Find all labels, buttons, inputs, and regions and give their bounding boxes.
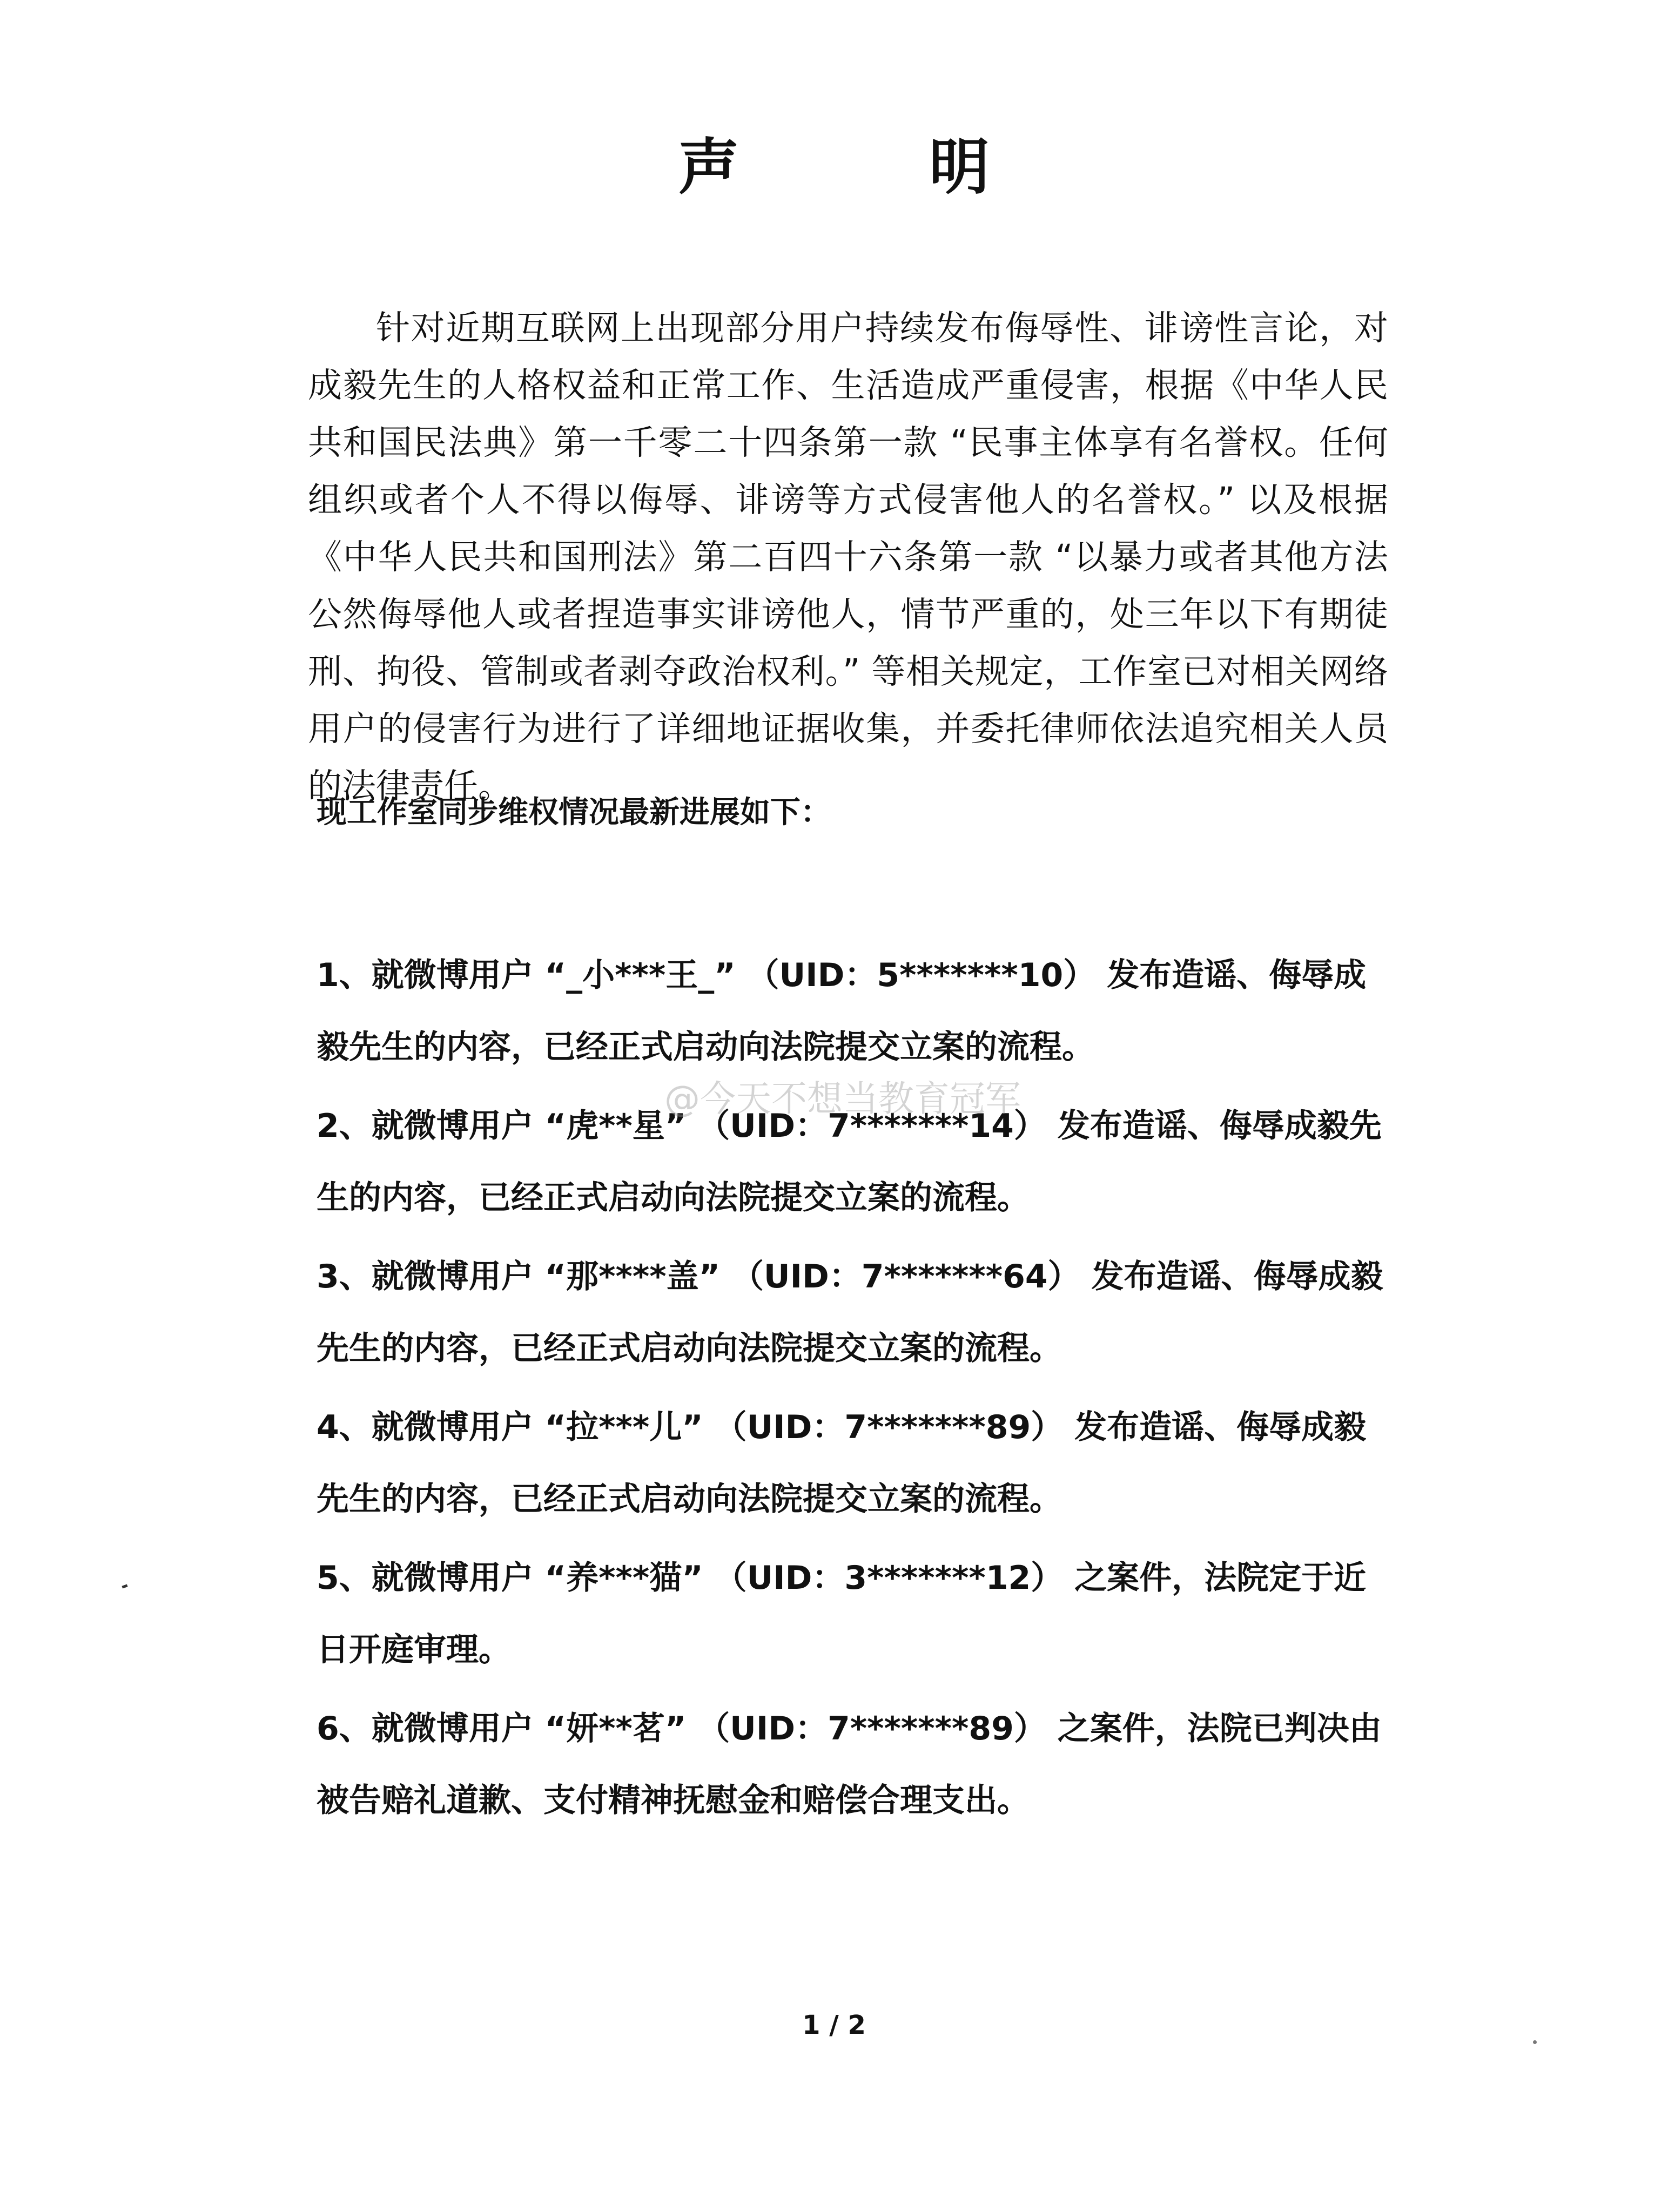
document-title: 声 明 xyxy=(678,132,1054,203)
progress-item-6 xyxy=(317,1693,1389,1837)
progress-list xyxy=(317,940,1389,1844)
scan-speck xyxy=(1533,2040,1537,2044)
progress-item-5 xyxy=(317,1542,1389,1686)
scan-speck xyxy=(122,1584,127,1588)
page-number: 1 / 2 xyxy=(802,2010,866,2040)
progress-item-text: 1、就微博用户 “_小***王_” （UID：5*******10） 发布造谣、侮辱成毅先生的内容，已经正式启动向法院提交立案的流程。 xyxy=(317,956,1367,1066)
watermark-text: @今天不想当教育冠军 xyxy=(664,1078,1021,1120)
intro-paragraph: 针对近期互联网上出现部分用户持续发布侮辱性、诽谤性言论，对成毅先生的人格权益和正常工作、生活造成严重侵害，根据《中华人民共和国民法典》第一千零二十四条第一款 “民事主体享有名誉权。任何组织或者个人不得以侮辱、诽谤等方式侵害他人的名誉权。” 以及根据《中华人民共和国刑法》第二百四十六条第一款 “以暴力或者其他方法公然侮辱他人或者捏造事实诽谤他人，情节严重的，处三年以下有期徒刑、拘役、管制或者剥夺政治权利。” 等相关规定，工作室已对相关网络用户的侵害行为进行了详细地证据收集，并委托律师依法追究相关人员的法律责任。 xyxy=(308,308,1388,806)
progress-item-text: 5、就微博用户 “养***猫” （UID：3*******12） 之案件，法院定于近日开庭审理。 xyxy=(317,1559,1367,1669)
progress-item-3 xyxy=(317,1241,1389,1385)
progress-item-2 xyxy=(317,1090,1389,1234)
progress-heading: 现工作室同步维权情况最新进展如下： xyxy=(317,795,831,830)
progress-item-4 xyxy=(317,1392,1389,1535)
progress-item-1 xyxy=(317,940,1389,1083)
progress-item-text: 2、就微博用户 “虎**星” （UID：7*******14） 发布造谣、侮辱成毅先生的内容，已经正式启动向法院提交立案的流程。 xyxy=(317,1107,1382,1217)
progress-item-text: 4、就微博用户 “拉***儿” （UID：7*******89） 发布造谣、侮辱成毅先生的内容，已经正式启动向法院提交立案的流程。 xyxy=(317,1408,1367,1518)
progress-item-text: 3、就微博用户 “那****盖” （UID：7*******64） 发布造谣、侮辱成毅先生的内容，已经正式启动向法院提交立案的流程。 xyxy=(317,1258,1383,1367)
progress-item-text: 6、就微博用户 “妍**茗” （UID：7*******89） 之案件，法院已判决由被告赔礼道歉、支付精神抚慰金和赔偿合理支出。 xyxy=(317,1710,1382,1819)
